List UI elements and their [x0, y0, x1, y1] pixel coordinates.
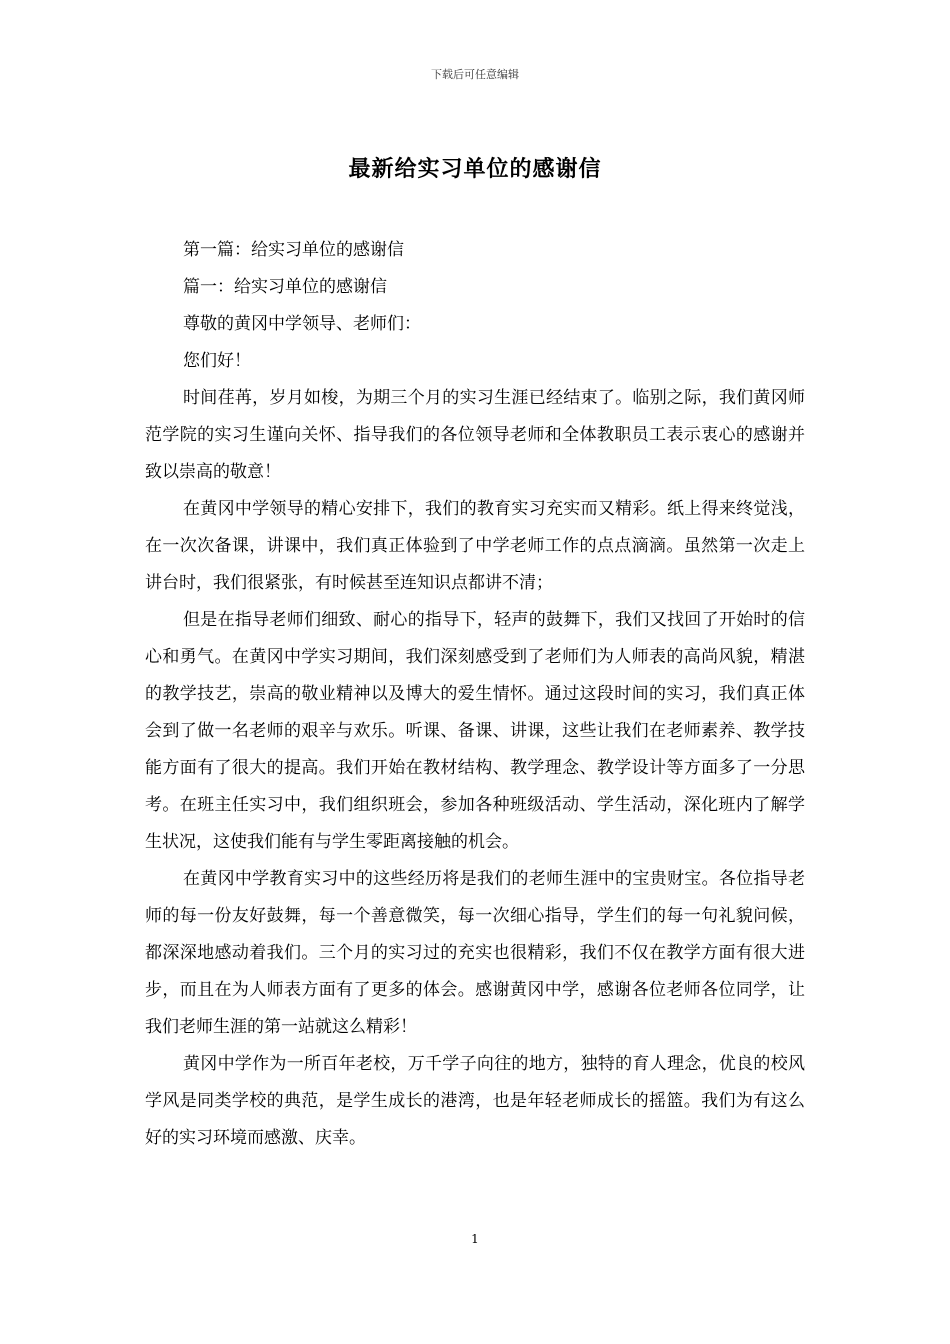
- paragraph: 时间荏苒，岁月如梭，为期三个月的实习生涯已经结束了。临别之际，我们黄冈师范学院的实习生谨向关怀、指导我们的各位领导老师和全体教职员工表示衷心的感谢并致以崇高的敬意！: [145, 388, 805, 482]
- page-header-note: 下载后可任意编辑: [431, 68, 519, 81]
- document-body: [145, 232, 805, 1157]
- paragraph: 但是在指导老师们细致、耐心的指导下，轻声的鼓舞下，我们又找回了开始时的信心和勇气。在黄冈中学实习期间，我们深刻感受到了老师们为人师表的高尚风貌，精湛的教学技艺，崇高的敬业精神以及博大的爱生情怀。通过这段时间的实习，我们真正体会到了做一名老师的艰辛与欢乐。听课、备课、讲课，这些让我们在老师素养、教学技能方面有了很大的提高。我们开始在教材结构、教学理念、教学设计等方面多了一分思考。在班主任实习中，我们组织班会，参加各种班级活动、学生活动，深化班内了解学生状况，这使我们能有与学生零距离接触的机会。: [145, 610, 805, 852]
- page-number: 1: [471, 1232, 479, 1246]
- document-title: 最新给实习单位的感谢信: [348, 156, 602, 182]
- paragraph: 在黄冈中学教育实习中的这些经历将是我们的老师生涯中的宝贵财宝。各位指导老师的每一份友好鼓舞，每一个善意微笑，每一次细心指导，学生们的每一句礼貌问候，都深深地感动着我们。三个月的实习过的充实也很精彩，我们不仅在教学方面有很大进步，而且在为人师表方面有了更多的体会。感谢黄冈中学，感谢各位老师各位同学，让我们老师生涯的第一站就这么精彩！: [145, 869, 805, 1037]
- paragraph: 尊敬的黄冈中学领导、老师们：: [183, 314, 421, 334]
- paragraph: 第一篇：给实习单位的感谢信: [183, 240, 404, 260]
- paragraph: 黄冈中学作为一所百年老校，万千学子向往的地方，独特的育人理念，优良的校风学风是同类学校的典范，是学生成长的港湾，也是年轻老师成长的摇篮。我们为有这么好的实习环境而感激、庆幸。: [145, 1054, 805, 1148]
- paragraph: 篇一：给实习单位的感谢信: [183, 277, 387, 297]
- paragraph: 在黄冈中学领导的精心安排下，我们的教育实习充实而又精彩。纸上得来终觉浅，在一次次备课，讲课中，我们真正体验到了中学老师工作的点点滴滴。虽然第一次走上讲台时，我们很紧张，有时候甚至连知识点都讲不清；: [145, 499, 805, 593]
- paragraph: 您们好！: [183, 351, 251, 371]
